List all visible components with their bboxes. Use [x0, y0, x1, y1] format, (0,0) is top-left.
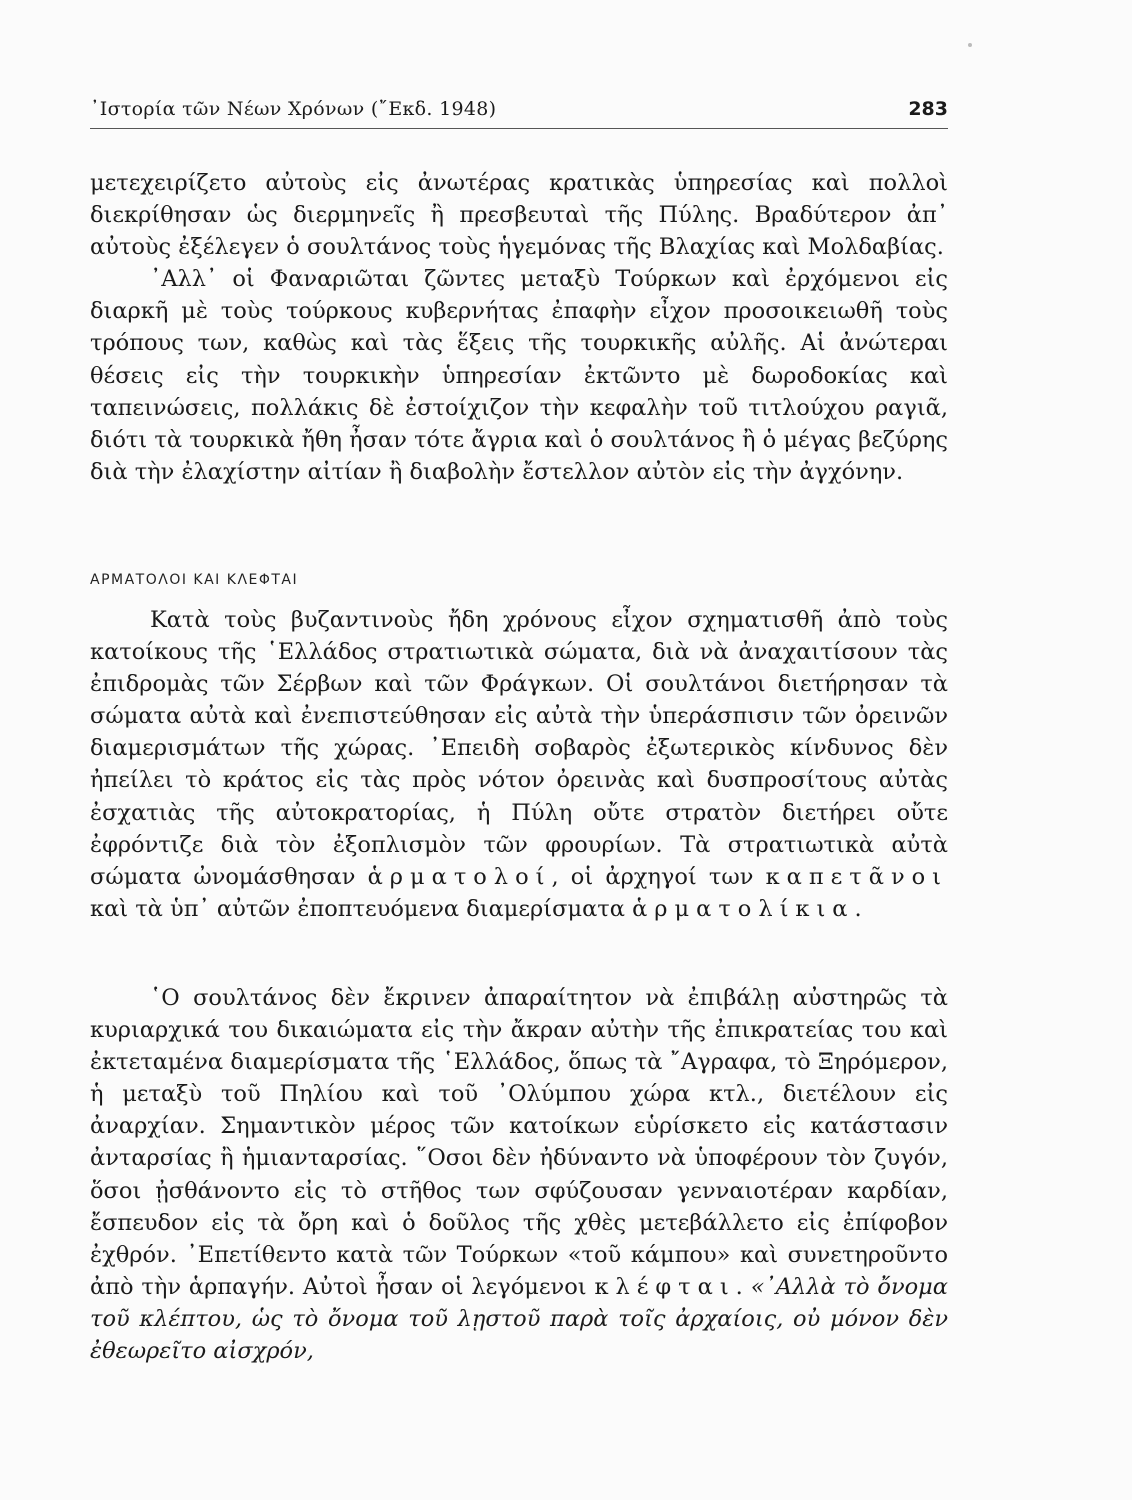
paragraph-1 — [90, 167, 948, 488]
running-title: ᾿Ιστορία τῶν Νέων Χρόνων (῎Εκδ. 1948) — [90, 98, 497, 120]
paragraph-2-text-d: . — [854, 895, 862, 922]
running-header — [90, 98, 948, 128]
term-klefta: κλέφται — [594, 1273, 736, 1300]
paragraph-2-text-b: , οἱ ἀρχηγοί των — [551, 863, 754, 890]
page-number: 283 — [908, 98, 948, 120]
section-heading: ΑΡΜΑΤΟΛΟΙ ΚΑΙ ΚΛΕΦΤΑΙ — [90, 572, 299, 588]
paragraph-1-text: μετεχειρίζετο αὐτοὺς εἰς ἀνωτέρας κρατικὰς ὑπηρεσίας καὶ πολλοὶ διεκρίθησαν ὡς διερμηνεῖς ἢ πρεσβευταὶ τῆς Πύλης. Βραδύτερον ἀπ᾿ αὐτοὺς ἐξέλεγεν ὁ σουλτάνος τοὺς ἡγεμόνας τῆς Βλαχίας καὶ Μολδαβίας. — [90, 170, 948, 261]
paragraph-2-text-a: Κατὰ τοὺς βυζαντινοὺς ἤδη χρόνους εἶχον σχηματισθῆ ἀπὸ τοὺς κατοίκους τῆς ῾Ελλάδος στρατιωτικὰ σώματα, διὰ νὰ ἀναχαιτίσουν τὰς ἐπιδρομὰς τῶν Σέρβων καὶ τῶν Φράγκων. Οἱ σουλτάνοι διετήρησαν τὰ σώματα αὐτὰ καὶ ἐνεπιστεύθησαν εἰς αὐτὰ τὴν ὑπεράσπισιν τῶν ὀρεινῶν διαμερισμάτων τῆς χώρας. ᾿Επειδὴ σοβαρὸς ἐξωτερικὸς κίνδυνος δὲν ἠπείλει τὸ κράτος εἰς τὰς πρὸς νότον ὀρεινὰς καὶ δυσπροσίτους αὐτὰς ἐσχατιὰς τῆς αὐτοκρατορίας, ἡ Πύλη οὔτε στρατὸν διετήρει οὔτε ἐφρόντιζε διὰ τὸν ἐξοπλισμὸν τῶν φρουρίων. Τὰ στρατιωτικὰ αὐτὰ σώματα ὠνομάσθησαν — [90, 607, 948, 890]
term-kapetanoi: καπετᾶνοι — [765, 863, 948, 890]
scan-speck — [968, 43, 972, 47]
header-rule — [90, 128, 948, 129]
paragraph-1b-text: ᾿Αλλ᾿ οἱ Φαναριῶται ζῶντες μεταξὺ Τούρκων καὶ ἐρχόμενοι εἰς διαρκῆ μὲ τοὺς τούρκους κυβερνήτας ἐπαφὴν εἶχον προσοικειωθῆ τοὺς τρόπους των, καθὼς καὶ τὰς ἕξεις τῆς τουρκικῆς αὐλῆς. Αἱ ἀνώτεραι θέσεις εἰς τὴν τουρκικὴν ὑπηρεσίαν ἐκτῶντο μὲ δωροδοκίας καὶ ταπεινώσεις, πολλάκις δὲ ἐστοίχιζον τὴν κεφαλὴν τοῦ τιτλούχου ραγιᾶ, διότι τὰ τουρκικὰ ἤθη ἦσαν τότε ἄγρια καὶ ὁ σουλτάνος ἢ ὁ μέγας βεζύρης διὰ τὴν ἐλαχίστην αἰτίαν ἢ διαβολὴν ἔστελλον αὐτὸν εἰς τὴν ἀγχόνην. — [90, 266, 948, 485]
paragraph-3-text-a: ῾Ο σουλτάνος δὲν ἔκρινεν ἀπαραίτητον νὰ ἐπιβάλῃ αὐστηρῶς τὰ κυριαρχικά του δικαιώματα εἰς τὴν ἄκραν αὐτὴν τῆς ἐπικρατείας του καὶ ἐκτεταμένα διαμερίσματα τῆς ῾Ελλάδος, ὅπως τὰ ῎Αγραφα, τὸ Ξηρόμερον, ἡ μεταξὺ τοῦ Πηλίου καὶ τοῦ ᾿Ολύμπου χώρα κτλ., διετέλουν εἰς ἀναρχίαν. Σημαντικὸν μέρος τῶν κατοίκων εὑρίσκετο εἰς κατάστασιν ἀνταρσίας ἢ ἡμιανταρσίας. ῞Οσοι δὲν ἠδύναντο νὰ ὑποφέρουν τὸν ζυγόν, ὅσοι ᾐσθάνοντο εἰς τὸ στῆθος των σφύζουσαν γενναιοτέραν καρδίαν, ἔσπευδον εἰς τὰ ὄρη καὶ ὁ δοῦλος τῆς χθὲς μετεβάλλετο εἰς ἐπίφοβον ἐχθρόν. ᾿Επετίθεντο κατὰ τῶν Τούρκων «τοῦ κάμπου» καὶ συνετηροῦντο ἀπὸ τὴν ἁρπαγήν. Αὐτοὶ ἦσαν οἱ λεγόμενοι — [90, 985, 948, 1300]
term-armatolikia: ἁρματολίκια — [632, 895, 855, 922]
paragraph-2-text-c: καὶ τὰ ὑπ᾿ αὐτῶν ἐποπτευόμενα διαμερίσματα — [90, 895, 625, 922]
quotation: «᾿Αλλὰ τὸ ὄνομα τοῦ κλέπτου, ὡς τὸ ὄνομα τοῦ λῃστοῦ παρὰ τοῖς ἀρχαίοις, οὐ μόνον δὲν ἐθεωρεῖτο αἰσχρόν, — [90, 1273, 948, 1365]
paragraph-3 — [90, 982, 948, 1367]
term-armatoloi: ἁρματολοί — [367, 863, 552, 890]
paragraph-2 — [90, 604, 948, 925]
paragraph-3-text-b: . — [735, 1273, 743, 1300]
